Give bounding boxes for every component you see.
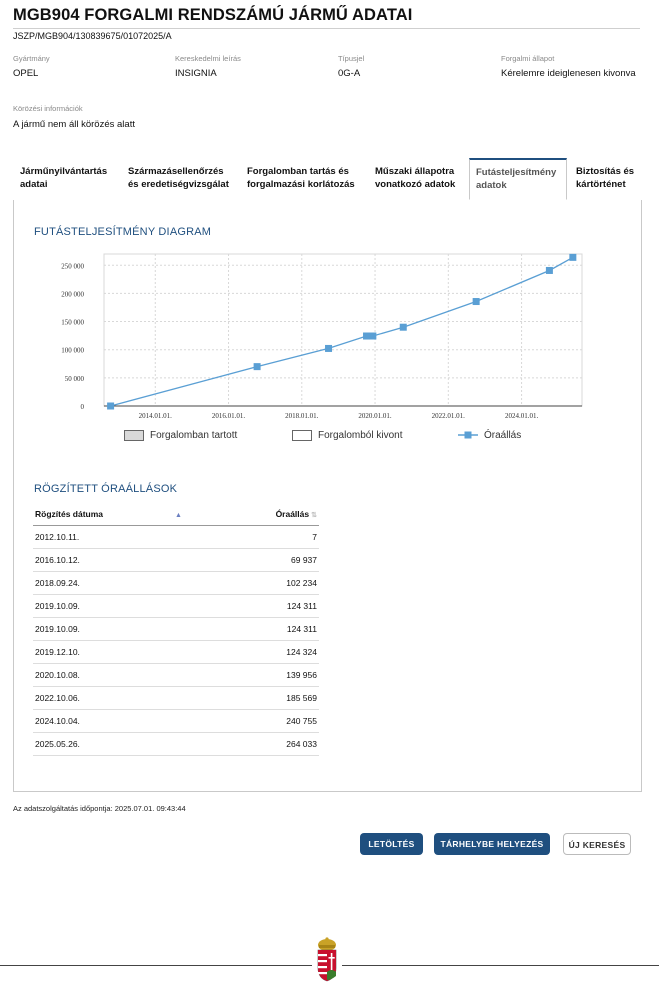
reading-date: 2019.12.10. <box>33 641 253 664</box>
tab-label: Biztosítás és <box>576 166 635 177</box>
x-tick-label: 2014.01.01. <box>138 412 172 420</box>
tab-label: és eredetiségvizsgálat <box>128 179 229 190</box>
make-label: Gyártmány <box>13 54 50 63</box>
table-row <box>33 664 319 687</box>
table-row <box>33 710 319 733</box>
value-column-header[interactable] <box>253 503 319 526</box>
hungarian-coat-of-arms-icon <box>314 936 340 982</box>
table-row <box>33 687 319 710</box>
date-header-label: Rögzítés dátuma <box>35 509 104 519</box>
reading-value: 7 <box>253 526 319 549</box>
table-row <box>33 618 319 641</box>
table-row <box>33 572 319 595</box>
reading-date: 2022.10.06. <box>33 687 253 710</box>
wanted-info-value: A jármű nem áll körözés alatt <box>13 119 135 130</box>
footer-divider-right <box>342 965 659 966</box>
tab-mileage[interactable] <box>469 158 567 200</box>
tab-insurance[interactable] <box>576 159 643 199</box>
download-button[interactable]: LETÖLTÉS <box>360 833 423 855</box>
tab-technical[interactable] <box>375 159 468 199</box>
reading-value: 124 324 <box>253 641 319 664</box>
type-value: 0G-A <box>338 68 361 79</box>
sort-icon: ⇅ <box>311 512 317 519</box>
status-value: Kérelemre ideiglenesen kivonva <box>501 68 636 79</box>
y-tick-label: 250 000 <box>61 262 84 271</box>
x-tick-label: 2024.01.01. <box>504 412 539 420</box>
readings-table <box>33 503 319 756</box>
footer-divider-left <box>0 965 312 966</box>
service-timestamp: Az adatszolgáltatás időpontja: 2025.07.01. 09:43:44 <box>13 804 186 813</box>
legend-odometer <box>458 430 521 441</box>
tab-label: Műszaki állapotra <box>375 166 455 177</box>
value-header-label: Óraállás <box>275 509 310 519</box>
plot-area <box>104 254 582 406</box>
legend-swatch-in-use <box>124 430 144 441</box>
y-tick-label: 100 000 <box>61 346 84 355</box>
legend-in-use <box>124 430 237 441</box>
tab-origin-check[interactable] <box>128 159 246 199</box>
table-row <box>33 526 319 549</box>
store-button[interactable]: TÁRHELYBE HELYEZÉS <box>434 833 550 855</box>
y-tick-label: 150 000 <box>61 318 84 327</box>
legend-withdrawn <box>292 430 402 441</box>
odometer-point <box>400 324 407 331</box>
date-column-header[interactable] <box>33 503 253 526</box>
legend-label-odometer: Óraállás <box>484 430 522 441</box>
reading-date: 2025.05.26. <box>33 733 253 756</box>
reading-value: 102 234 <box>253 572 319 595</box>
reading-date: 2024.10.04. <box>33 710 253 733</box>
reading-date: 2018.09.24. <box>33 572 253 595</box>
chart-section-title: FUTÁSTELJESÍTMÉNY DIAGRAM <box>34 226 212 238</box>
reading-value: 264 033 <box>253 733 319 756</box>
table-row <box>33 549 319 572</box>
model-value: INSIGNIA <box>175 68 217 79</box>
legend-label-withdrawn: Forgalomból kivont <box>318 430 403 442</box>
reading-date: 2020.10.08. <box>33 664 253 687</box>
odometer-point <box>473 298 480 305</box>
legend-line-icon <box>458 430 478 440</box>
legend-label-in-use: Forgalomban tartott <box>150 430 238 442</box>
odometer-point <box>325 345 332 352</box>
y-tick-label: 200 000 <box>61 290 84 299</box>
model-label: Kereskedelmi leírás <box>175 54 241 63</box>
tab-circulation[interactable] <box>247 159 373 199</box>
y-tick-label: 50 000 <box>64 374 84 383</box>
table-row <box>33 641 319 664</box>
readings-title: RÖGZÍTETT ÓRAÁLLÁSOK <box>34 483 178 495</box>
title-divider <box>13 28 640 29</box>
reading-date: 2016.10.12. <box>33 549 253 572</box>
tab-label: Származásellenőrzés <box>128 166 224 177</box>
reading-value: 69 937 <box>253 549 319 572</box>
reading-date: 2019.10.09. <box>33 595 253 618</box>
mileage-chart <box>30 248 590 424</box>
table-row <box>33 733 319 756</box>
x-tick-label: 2016.01.01. <box>211 412 246 420</box>
reading-value: 124 311 <box>253 595 319 618</box>
wanted-info-label: Körözési információk <box>13 104 83 113</box>
tab-label: Futásteljesítmény <box>476 167 557 178</box>
x-tick-label: 2018.01.01. <box>285 412 319 420</box>
type-label: Típusjel <box>338 54 365 63</box>
reading-value: 139 956 <box>253 664 319 687</box>
tab-label: kártörténet <box>576 179 626 190</box>
chart-grid <box>104 254 582 406</box>
odometer-point <box>363 333 370 340</box>
reading-date: 2019.10.09. <box>33 618 253 641</box>
table-row <box>33 595 319 618</box>
tab-label: forgalmazási korlátozás <box>247 179 355 190</box>
x-tick-label: 2020.01.01. <box>358 412 392 420</box>
tab-bar <box>13 159 643 200</box>
odometer-point <box>107 402 114 409</box>
tab-label: adatok <box>476 180 507 191</box>
tab-label: Forgalomban tartás és <box>247 166 349 177</box>
make-value: OPEL <box>13 68 39 79</box>
reading-value: 185 569 <box>253 687 319 710</box>
odometer-point <box>369 333 376 340</box>
tab-label: vonatkozó adatok <box>375 179 456 190</box>
reading-value: 124 311 <box>253 618 319 641</box>
status-label: Forgalmi állapot <box>501 54 555 63</box>
page-title: MGB904 FORGALMI RENDSZÁMÚ JÁRMŰ ADATAI <box>13 6 413 24</box>
y-tick-label: 0 <box>80 403 84 411</box>
reference-number: JSZP/MGB904/130839675/01072025/A <box>13 31 172 41</box>
legend-swatch-withdrawn <box>292 430 312 441</box>
sort-ascending-icon: ▲ <box>175 512 182 519</box>
odometer-point <box>569 254 576 261</box>
new-search-button[interactable]: ÚJ KERESÉS <box>563 833 631 855</box>
odometer-point <box>254 363 261 370</box>
reading-value: 240 755 <box>253 710 319 733</box>
table-header-row <box>33 503 319 526</box>
reading-date: 2012.10.11. <box>33 526 253 549</box>
tab-label: adatai <box>20 179 48 190</box>
x-tick-label: 2022.01.01. <box>431 412 465 420</box>
odometer-point <box>546 267 553 274</box>
tab-registry[interactable] <box>20 159 126 199</box>
tab-label: Járműnyilvántartás <box>20 166 108 177</box>
